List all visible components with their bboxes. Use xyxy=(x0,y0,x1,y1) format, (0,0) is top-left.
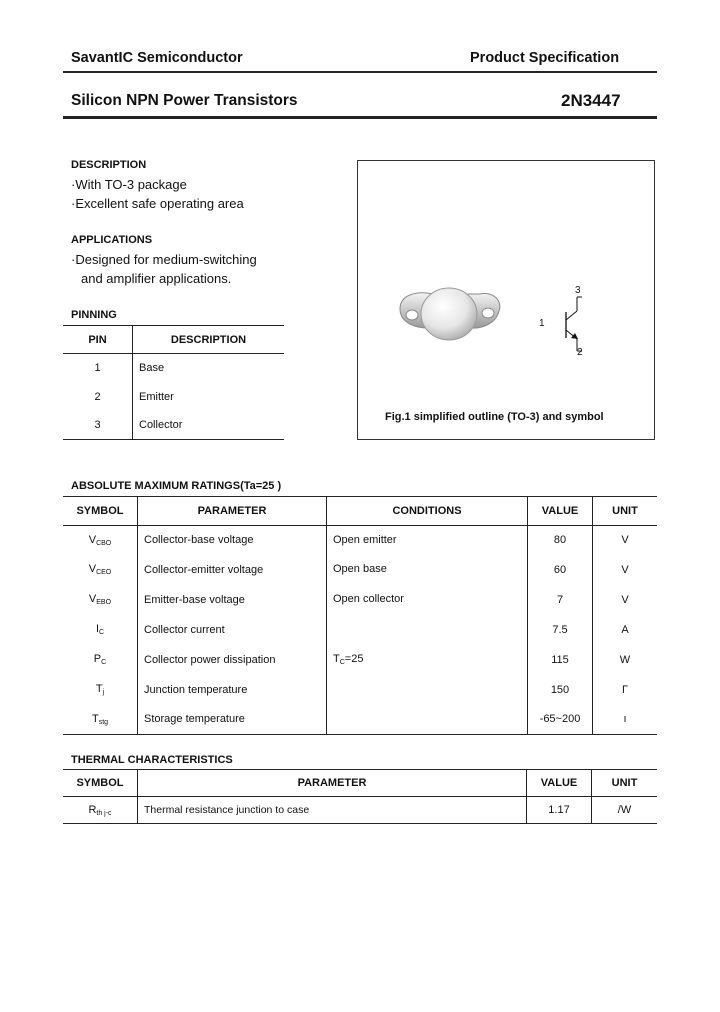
unit-cell: W xyxy=(619,653,631,666)
symbol-main: T xyxy=(95,683,103,695)
description-title: DESCRIPTION xyxy=(71,159,147,171)
ratings-table xyxy=(63,496,657,735)
symbol-cell xyxy=(63,526,138,555)
parameter-cell: Collector-base voltage xyxy=(138,526,327,555)
symbol-subscript: stg xyxy=(98,718,109,726)
value-cell: 7.5 xyxy=(528,615,593,645)
col-header: SYMBOL xyxy=(63,770,138,797)
value-cell: 115 xyxy=(528,645,593,675)
parameter-cell: Thermal resistance junction to case xyxy=(138,797,527,824)
col-header: VALUE xyxy=(528,497,593,526)
table-header-row xyxy=(63,497,657,526)
conditions-cell xyxy=(327,555,528,585)
col-header: VALUE xyxy=(527,770,592,797)
symbol-cell xyxy=(63,585,138,615)
value-cell: 80 xyxy=(528,526,593,555)
applications-title: APPLICATIONS xyxy=(71,234,153,246)
symbol-main: V xyxy=(88,563,97,575)
symbol-pin-label: 2 xyxy=(577,347,583,358)
table-row xyxy=(63,615,657,645)
value-cell: 1.17 xyxy=(527,797,592,824)
description-item: ·Excellent safe operating area xyxy=(71,196,244,211)
thermal-table xyxy=(63,769,657,824)
unit-cell: /W xyxy=(617,804,632,816)
condition-subscript: C xyxy=(339,659,345,666)
symbol-subscript: EBO xyxy=(96,599,112,606)
condition-text: Open emitter xyxy=(333,533,397,546)
pinning-table xyxy=(63,325,284,440)
col-header: UNIT xyxy=(611,777,638,789)
symbol-main: R xyxy=(88,803,97,816)
symbol-subscript: C xyxy=(99,629,105,636)
unit-cell: V xyxy=(621,563,629,576)
pinning-title: PINNING xyxy=(71,309,117,321)
unit-cell: V xyxy=(621,593,629,606)
condition-tail: =25 xyxy=(344,653,364,665)
condition-text: T xyxy=(333,653,340,665)
value-cell: 60 xyxy=(528,555,593,585)
symbol-subscript: CEO xyxy=(96,569,112,576)
pin-number: 2 xyxy=(63,383,133,412)
col-header: PIN xyxy=(63,326,133,354)
thermal-title: THERMAL CHARACTERISTICS xyxy=(71,754,233,766)
table-row xyxy=(63,705,657,735)
symbol-subscript: j xyxy=(102,689,105,696)
table-row xyxy=(63,675,657,705)
symbol-main: I xyxy=(95,623,99,635)
table-row xyxy=(63,354,284,383)
unit-cell: Γ xyxy=(621,683,629,696)
col-header: DESCRIPTION xyxy=(170,333,247,346)
conditions-cell xyxy=(327,526,528,555)
conditions-cell xyxy=(327,675,528,705)
col-header: CONDITIONS xyxy=(327,497,528,526)
symbol-cell xyxy=(63,645,138,675)
table-row xyxy=(63,797,657,824)
symbol-cell xyxy=(63,615,138,645)
pin-description: Base xyxy=(139,362,165,375)
symbol-subscript: C xyxy=(101,659,107,666)
value-cell: 150 xyxy=(528,675,593,705)
col-header: PARAMETER xyxy=(138,497,327,526)
parameter-cell: Collector-emitter voltage xyxy=(138,555,327,585)
unit-cell: A xyxy=(621,623,629,636)
product-line: Silicon NPN Power Transistors xyxy=(71,92,298,109)
figure-box xyxy=(357,160,655,440)
condition-text: Open base xyxy=(333,563,387,575)
symbol-cell xyxy=(63,555,138,585)
table-row xyxy=(63,526,657,555)
description-item: ·With TO-3 package xyxy=(71,177,187,192)
ratings-title: ABSOLUTE MAXIMUM RATINGS(Ta=25 ) xyxy=(71,480,282,492)
unit-cell: V xyxy=(621,534,629,547)
symbol-pin-label: 1 xyxy=(539,318,545,329)
pin-description: Emitter xyxy=(139,391,174,403)
symbol-main: T xyxy=(91,712,99,725)
table-row xyxy=(63,555,657,585)
applications-line: and amplifier applications. xyxy=(81,271,232,286)
parameter-cell: Collector current xyxy=(138,615,327,645)
conditions-cell xyxy=(327,705,528,735)
figure-caption: Fig.1 simplified outline (TO-3) and symbol xyxy=(385,411,604,423)
value-cell: 7 xyxy=(528,585,593,615)
table-header-row xyxy=(63,326,284,354)
table-row xyxy=(63,383,284,412)
conditions-cell xyxy=(327,615,528,645)
pin-number: 1 xyxy=(63,354,133,383)
parameter-cell: Collector power dissipation xyxy=(138,645,327,675)
doc-type: Product Specification xyxy=(470,50,620,66)
part-number: 2N3447 xyxy=(561,91,621,110)
pin-number: 3 xyxy=(63,412,133,440)
col-header: PARAMETER xyxy=(138,770,527,797)
symbol-main: V xyxy=(88,593,97,605)
col-header: SYMBOL xyxy=(63,497,138,526)
table-row xyxy=(63,645,657,675)
condition-text: Open collector xyxy=(333,593,404,605)
table-row xyxy=(63,412,284,440)
symbol-main: P xyxy=(93,653,102,665)
symbol-subscript: th j-c xyxy=(96,809,112,817)
symbol-cell xyxy=(63,675,138,705)
applications-line: ·Designed for medium-switching xyxy=(71,252,257,267)
table-row xyxy=(63,585,657,615)
symbol-pin-label: 3 xyxy=(575,285,581,296)
symbol-cell xyxy=(63,797,138,824)
company-name: SavantIC Semiconductor xyxy=(71,50,243,66)
parameter-cell: Storage temperature xyxy=(138,705,327,735)
col-header: UNIT xyxy=(612,505,638,517)
value-cell: -65~200 xyxy=(528,705,593,735)
table-header-row xyxy=(63,770,657,797)
symbol-cell xyxy=(63,705,138,735)
symbol-subscript: CBO xyxy=(96,539,112,547)
conditions-cell xyxy=(327,645,528,675)
header-rule-top xyxy=(63,71,657,73)
symbol-main: V xyxy=(88,533,97,546)
header-rule-bottom xyxy=(63,116,657,119)
unit-cell: ı xyxy=(623,713,627,726)
pin-description: Collector xyxy=(139,419,183,432)
parameter-cell: Junction temperature xyxy=(138,675,327,705)
conditions-cell xyxy=(327,585,528,615)
parameter-cell: Emitter-base voltage xyxy=(138,585,327,615)
